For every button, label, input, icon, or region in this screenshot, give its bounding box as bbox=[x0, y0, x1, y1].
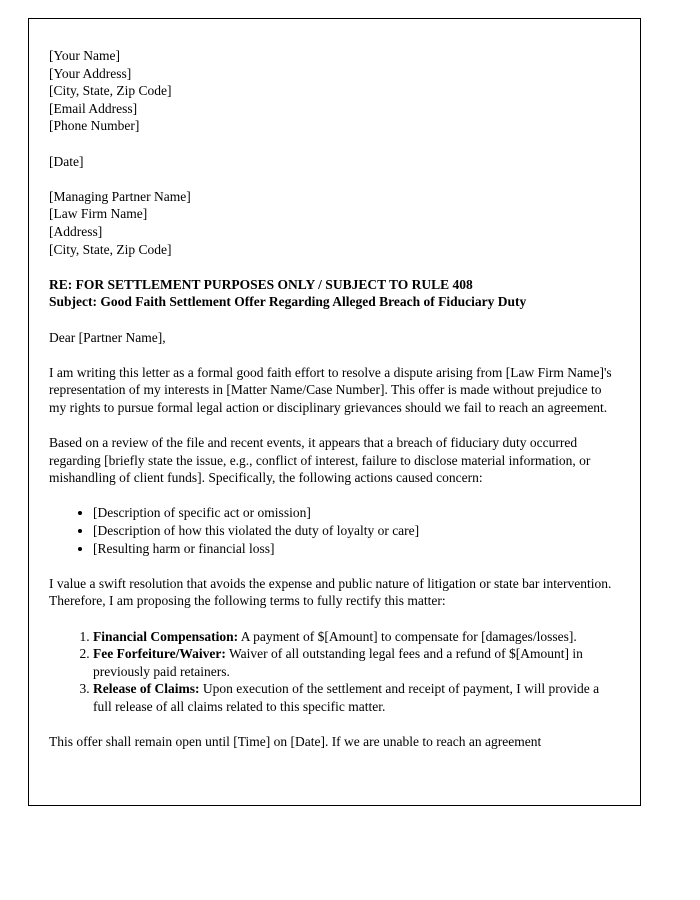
term-lead: Fee Forfeiture/Waiver: bbox=[93, 646, 226, 662]
paragraph-intro: I am writing this letter as a formal good faith effort to resolve a dispute arising from [Law Firm Name]'s representation of my interests in [Matter Name/Case Number]. This offer is made without prejudice to my rights to pursue formal legal action or disciplinary grievances should we fail to reach an agreement. bbox=[49, 364, 612, 415]
term-item bbox=[93, 628, 616, 646]
terms-list bbox=[49, 628, 616, 716]
recipient-firm-line: [Law Firm Name] bbox=[49, 206, 148, 222]
letter-frame bbox=[28, 18, 641, 806]
paragraph-breach: Based on a review of the file and recent events, it appears that a breach of fiduciary duty occurred regarding [briefly state the issue, e.g., conflict of interest, failure to disclose material information, or mishandling of client funds]. Specifically, the following actions caused concern: bbox=[49, 435, 591, 486]
recipient-block bbox=[49, 188, 616, 258]
paragraph-resolution: I value a swift resolution that avoids the expense and public nature of litigation or state bar intervention. Therefore, I am proposing the following terms to fully rectify this matter: bbox=[49, 575, 612, 609]
bullet-item: • [Description of how this violated the duty of loyalty or care] bbox=[93, 522, 616, 540]
salutation-block bbox=[49, 329, 616, 347]
term-item bbox=[93, 645, 616, 680]
sender-address-line: [Your Address] bbox=[49, 65, 132, 81]
paragraph-deadline: This offer shall remain open until [Time] on [Date]. If we are unable to reach an agreement bbox=[49, 734, 542, 750]
recipient-address-line: [Address] bbox=[49, 223, 103, 239]
date-line: [Date] bbox=[49, 153, 84, 169]
re-line: RE: FOR SETTLEMENT PURPOSES ONLY / SUBJECT TO RULE 408 bbox=[49, 276, 473, 292]
sender-city-line: [City, State, Zip Code] bbox=[49, 83, 172, 99]
bullet-item: • [Description of specific act or omission] bbox=[93, 504, 616, 522]
letter-body bbox=[49, 47, 616, 751]
term-text: Upon execution of the settlement and receipt of payment, I will provide a full release of all claims related to this specific matter. bbox=[93, 681, 600, 714]
subject-block bbox=[49, 276, 616, 311]
term-item bbox=[93, 680, 616, 715]
recipient-city-line: [City, State, Zip Code] bbox=[49, 241, 172, 257]
sender-block bbox=[49, 47, 616, 135]
sender-name-line: [Your Name] bbox=[49, 48, 120, 63]
date-block bbox=[49, 153, 616, 171]
term-text: A payment of $[Amount] to compensate for [damages/losses]. bbox=[238, 628, 577, 644]
sender-email-line: [Email Address] bbox=[49, 100, 138, 116]
term-text: Waiver of all outstanding legal fees and a refund of $[Amount] in previously paid retainers. bbox=[93, 646, 583, 679]
term-lead: Financial Compensation: bbox=[93, 628, 239, 644]
term-lead: Release of Claims: bbox=[93, 681, 200, 697]
bullet-item: • [Resulting harm or financial loss] bbox=[93, 540, 616, 558]
recipient-name-line: [Managing Partner Name] bbox=[49, 188, 191, 204]
sender-phone-line: [Phone Number] bbox=[49, 118, 140, 134]
salutation: Dear [Partner Name], bbox=[49, 329, 166, 345]
bullet-list bbox=[49, 504, 616, 557]
subject-line: Subject: Good Faith Settlement Offer Regarding Alleged Breach of Fiduciary Duty bbox=[49, 294, 527, 310]
